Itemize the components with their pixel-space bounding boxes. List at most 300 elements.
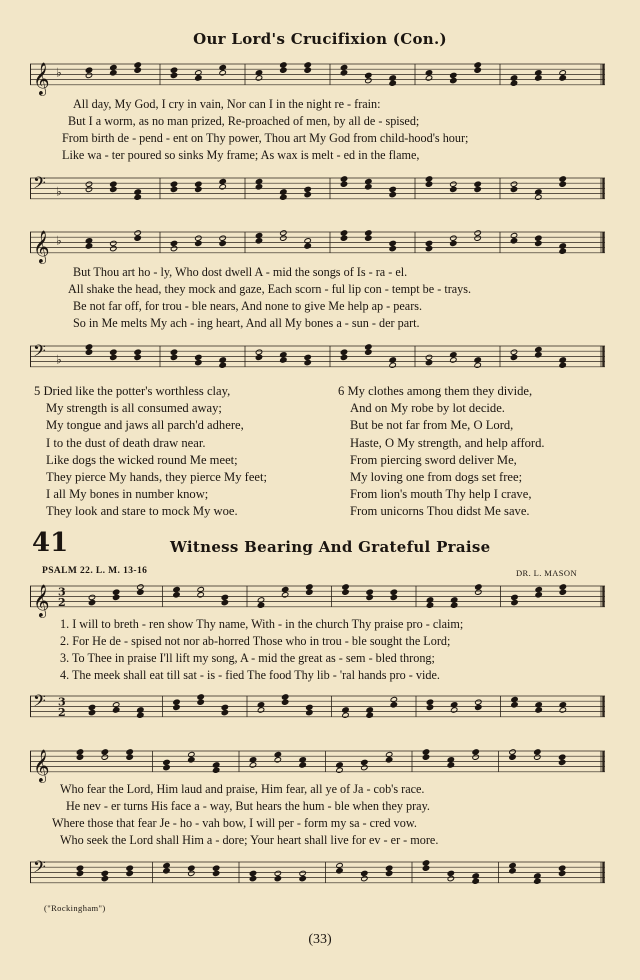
- note-head: [361, 870, 368, 876]
- note-head: [450, 240, 457, 246]
- note-head: [535, 592, 542, 598]
- note-head: [425, 75, 432, 81]
- time-signature-digit: 2: [58, 705, 66, 719]
- note-head: [110, 64, 117, 70]
- tune-name: ("Rockingham"): [44, 903, 106, 913]
- note-head: [386, 751, 393, 757]
- note-head: [474, 186, 481, 192]
- note-head: [365, 184, 372, 190]
- lyric-line: But I a worm, as no man prized, Re-proached of men, by all de - spised;: [68, 114, 420, 128]
- note-head: [88, 704, 95, 710]
- note-head: [389, 75, 396, 81]
- hymn41-system2-treble-staff: [30, 745, 605, 781]
- note-head: [535, 194, 542, 200]
- time-signature-digit: 3: [58, 695, 66, 709]
- note-head: [219, 70, 226, 76]
- treble-clef-icon: 𝄞: [33, 61, 50, 95]
- note-head: [535, 240, 542, 246]
- note-head: [306, 704, 313, 710]
- note-head: [451, 602, 458, 608]
- note-head: [535, 235, 542, 241]
- note-head: [425, 176, 432, 182]
- stanza-line: And on My robe by lot decide.: [350, 401, 505, 416]
- note-head: [559, 243, 566, 249]
- note-head: [110, 70, 117, 76]
- note-head: [126, 754, 133, 760]
- note-head: [342, 707, 349, 713]
- note-head: [195, 235, 202, 241]
- note-head: [257, 597, 264, 603]
- bass-clef-icon: 𝄢: [33, 340, 46, 365]
- note-head: [425, 359, 432, 365]
- note-head: [559, 70, 566, 76]
- note-head: [510, 349, 517, 355]
- note-head: [559, 584, 566, 590]
- note-head: [85, 349, 92, 355]
- note-head: [113, 594, 120, 600]
- lyric-line: 2. For He de - spised not nor ab-horred Those who in trou - ble sought the Lord;: [60, 634, 451, 648]
- stanza-line: From unicorns Thou didst Me save.: [350, 504, 530, 519]
- note-head: [366, 594, 373, 600]
- note-head: [340, 354, 347, 360]
- note-head: [450, 357, 457, 363]
- note-head: [559, 176, 566, 182]
- note-head: [361, 759, 368, 765]
- note-head: [450, 77, 457, 83]
- note-head: [195, 75, 202, 81]
- note-head: [101, 870, 108, 876]
- lyric-line: Who seek the Lord shall Him a - dore; Your heart shall live for ev - er - more.: [60, 833, 439, 847]
- note-head: [386, 757, 393, 763]
- note-head: [280, 230, 287, 236]
- note-head: [304, 191, 311, 197]
- note-head: [425, 70, 432, 76]
- note-head: [304, 238, 311, 244]
- note-head: [85, 344, 92, 350]
- note-head: [535, 707, 542, 713]
- note-head: [389, 80, 396, 86]
- note-head: [257, 702, 264, 708]
- stanza-line: From piercing sword deliver Me,: [350, 452, 517, 467]
- note-head: [340, 176, 347, 182]
- note-head: [163, 759, 170, 765]
- note-head: [249, 762, 256, 768]
- note-head: [137, 707, 144, 713]
- note-head: [126, 870, 133, 876]
- note-head: [474, 62, 481, 68]
- note-head: [510, 354, 517, 360]
- note-head: [510, 238, 517, 244]
- note-head: [85, 181, 92, 187]
- treble-clef-icon: 𝄞: [33, 583, 50, 617]
- stanza-line: 5 Dried like the potter's worthless clay,: [34, 384, 231, 398]
- note-head: [510, 232, 517, 238]
- note-head: [282, 586, 289, 592]
- hymn40-system2-bass-staff: [30, 340, 605, 376]
- note-head: [195, 359, 202, 365]
- note-head: [475, 589, 482, 595]
- note-head: [474, 181, 481, 187]
- stanza-line: From lion's mouth Thy help I crave,: [350, 487, 532, 502]
- note-head: [213, 865, 220, 871]
- hymn-number: 41: [32, 528, 69, 558]
- lyric-line: He nev - er turns His face a - way, But hears the hum - ble when they pray.: [66, 799, 430, 813]
- stanza-line: I all My bones in number know;: [46, 487, 209, 502]
- stanza-line: They pierce My hands, they pierce My feet;: [46, 470, 268, 485]
- stanza-line: Haste, O My strength, and help afford.: [350, 435, 545, 450]
- note-head: [559, 759, 566, 765]
- note-head: [221, 704, 228, 710]
- note-head: [559, 589, 566, 595]
- note-head: [389, 240, 396, 246]
- note-head: [195, 70, 202, 76]
- note-head: [386, 870, 393, 876]
- lyric-line: But Thou art ho - ly, Who dost dwell A - mid the songs of Is - ra - el.: [73, 265, 408, 279]
- note-head: [110, 245, 117, 251]
- note-head: [101, 749, 108, 755]
- note-head: [451, 597, 458, 603]
- note-head: [221, 709, 228, 715]
- note-head: [361, 875, 368, 881]
- flat-icon: ♭: [56, 233, 62, 248]
- staff-lines: [30, 226, 605, 262]
- lyric-line: Like wa - ter poured so sinks My frame; As wax is melt - ed in the flame,: [62, 148, 420, 162]
- note-head: [257, 602, 264, 608]
- note-head: [280, 235, 287, 241]
- note-head: [255, 75, 262, 81]
- note-head: [447, 875, 454, 881]
- note-head: [219, 362, 226, 368]
- note-head: [425, 354, 432, 360]
- note-head: [163, 764, 170, 770]
- note-head: [170, 186, 177, 192]
- note-head: [101, 875, 108, 881]
- note-head: [342, 589, 349, 595]
- note-head: [137, 712, 144, 718]
- note-head: [361, 764, 368, 770]
- note-head: [195, 240, 202, 246]
- note-head: [340, 64, 347, 70]
- note-head: [170, 240, 177, 246]
- note-head: [340, 235, 347, 241]
- note-head: [450, 186, 457, 192]
- note-head: [113, 707, 120, 713]
- note-head: [559, 865, 566, 871]
- note-head: [365, 72, 372, 78]
- note-head: [450, 352, 457, 358]
- note-head: [221, 599, 228, 605]
- note-head: [534, 878, 541, 884]
- note-head: [535, 189, 542, 195]
- note-head: [304, 243, 311, 249]
- lyric-line: All shake the head, they mock and gaze, Each scorn - ful lip con - tempt be - trays.: [68, 282, 472, 296]
- flat-icon: ♭: [56, 184, 62, 199]
- note-head: [126, 749, 133, 755]
- note-head: [510, 80, 517, 86]
- note-head: [76, 865, 83, 871]
- bass-clef-icon: 𝄢: [33, 856, 46, 881]
- note-head: [219, 240, 226, 246]
- note-head: [386, 865, 393, 871]
- note-head: [134, 189, 141, 195]
- note-head: [340, 349, 347, 355]
- page-number: (33): [308, 932, 332, 947]
- note-head: [422, 865, 429, 871]
- note-head: [535, 352, 542, 358]
- note-head: [219, 64, 226, 70]
- note-head: [282, 699, 289, 705]
- note-head: [113, 589, 120, 595]
- staff-lines: [30, 745, 605, 781]
- hymn41-title: Witness Bearing And Grateful Praise: [170, 538, 491, 556]
- note-head: [510, 186, 517, 192]
- note-head: [113, 702, 120, 708]
- bass-clef-icon: 𝄢: [33, 172, 46, 197]
- note-head: [365, 349, 372, 355]
- note-head: [426, 597, 433, 603]
- note-head: [474, 362, 481, 368]
- lyric-line: Who fear the Lord, Him laud and praise, Him fear, all ye of Ja - cob's race.: [60, 782, 425, 796]
- treble-clef-icon: 𝄞: [33, 229, 50, 263]
- note-head: [249, 875, 256, 881]
- note-head: [472, 749, 479, 755]
- time-signature-digit: 2: [58, 595, 66, 609]
- note-head: [509, 862, 516, 868]
- note-head: [475, 704, 482, 710]
- note-head: [304, 359, 311, 365]
- note-head: [170, 245, 177, 251]
- note-head: [389, 191, 396, 197]
- note-head: [474, 235, 481, 241]
- note-head: [559, 754, 566, 760]
- note-head: [475, 584, 482, 590]
- stanza-6: [338, 383, 545, 521]
- note-head: [88, 599, 95, 605]
- note-head: [255, 238, 262, 244]
- note-head: [280, 194, 287, 200]
- note-head: [450, 235, 457, 241]
- note-head: [389, 245, 396, 251]
- note-head: [195, 354, 202, 360]
- note-head: [304, 62, 311, 68]
- note-head: [85, 186, 92, 192]
- note-head: [188, 870, 195, 876]
- note-head: [137, 589, 144, 595]
- note-head: [342, 712, 349, 718]
- note-head: [274, 875, 281, 881]
- note-head: [280, 352, 287, 358]
- note-head: [390, 589, 397, 595]
- note-head: [451, 707, 458, 713]
- note-head: [255, 349, 262, 355]
- note-head: [255, 70, 262, 76]
- note-head: [559, 362, 566, 368]
- note-head: [559, 702, 566, 708]
- note-head: [282, 694, 289, 700]
- note-head: [365, 178, 372, 184]
- note-head: [510, 75, 517, 81]
- note-head: [197, 694, 204, 700]
- note-head: [213, 767, 220, 773]
- note-head: [188, 865, 195, 871]
- note-head: [509, 868, 516, 874]
- note-head: [535, 346, 542, 352]
- lyric-line: So in Me melts My ach - ing heart, And all My bones a - sun - der part.: [73, 316, 420, 330]
- note-head: [389, 357, 396, 363]
- note-head: [451, 702, 458, 708]
- note-head: [134, 235, 141, 241]
- note-head: [450, 181, 457, 187]
- stanza-line: My loving one from dogs set free;: [350, 470, 523, 485]
- hymn41-system1-treble-staff: [30, 580, 605, 616]
- note-head: [559, 870, 566, 876]
- note-head: [304, 67, 311, 73]
- hymn41-system2-bass-staff: [30, 856, 605, 892]
- note-head: [511, 594, 518, 600]
- note-head: [447, 762, 454, 768]
- note-head: [197, 586, 204, 592]
- note-head: [85, 67, 92, 73]
- note-head: [88, 709, 95, 715]
- staff-lines: [30, 58, 605, 94]
- note-head: [426, 602, 433, 608]
- lyric-line: 4. The meek shall eat till sat - is - fied The food Thy lib - 'ral hands pro - vide.: [60, 668, 440, 682]
- note-head: [365, 344, 372, 350]
- note-head: [509, 754, 516, 760]
- note-head: [249, 757, 256, 763]
- note-head: [76, 754, 83, 760]
- stanza-line: I to the dust of death draw near.: [46, 435, 206, 450]
- note-head: [472, 878, 479, 884]
- note-head: [280, 189, 287, 195]
- note-head: [110, 186, 117, 192]
- note-head: [173, 704, 180, 710]
- note-head: [389, 186, 396, 192]
- note-head: [426, 699, 433, 705]
- note-head: [472, 754, 479, 760]
- note-head: [282, 592, 289, 598]
- note-head: [304, 354, 311, 360]
- note-head: [280, 67, 287, 73]
- note-head: [219, 178, 226, 184]
- hymn41-system1-bass-staff: [30, 690, 605, 726]
- note-head: [88, 594, 95, 600]
- note-head: [257, 707, 264, 713]
- staff-lines: [30, 690, 605, 726]
- hymn40-title: Our Lord's Crucifixion (Con.): [193, 30, 447, 48]
- note-head: [340, 230, 347, 236]
- note-head: [510, 181, 517, 187]
- note-head: [101, 754, 108, 760]
- note-head: [173, 586, 180, 592]
- note-head: [559, 357, 566, 363]
- note-head: [170, 67, 177, 73]
- note-head: [173, 699, 180, 705]
- stanza-line: My strength is all consumed away;: [46, 401, 222, 416]
- note-head: [559, 181, 566, 187]
- note-head: [134, 62, 141, 68]
- note-head: [535, 702, 542, 708]
- note-head: [163, 862, 170, 868]
- note-head: [170, 354, 177, 360]
- bass-clef-icon: 𝄢: [33, 690, 46, 715]
- note-head: [213, 762, 220, 768]
- note-head: [304, 186, 311, 192]
- note-head: [195, 186, 202, 192]
- note-head: [85, 72, 92, 78]
- note-head: [342, 584, 349, 590]
- note-head: [137, 584, 144, 590]
- note-head: [255, 232, 262, 238]
- note-head: [365, 230, 372, 236]
- note-head: [447, 870, 454, 876]
- note-head: [255, 354, 262, 360]
- note-head: [390, 696, 397, 702]
- note-head: [535, 70, 542, 76]
- note-head: [336, 862, 343, 868]
- note-head: [336, 767, 343, 773]
- note-head: [170, 349, 177, 355]
- note-head: [447, 757, 454, 763]
- note-head: [197, 592, 204, 598]
- note-head: [390, 702, 397, 708]
- stanza-line: My tongue and jaws all parch'd adhere,: [46, 418, 244, 433]
- note-head: [340, 70, 347, 76]
- note-head: [274, 757, 281, 763]
- note-head: [249, 870, 256, 876]
- note-head: [389, 362, 396, 368]
- stanza-line: 6 My clothes among them they divide,: [338, 384, 533, 398]
- lyric-line: 3. To Thee in praise I'll lift my song, A - mid the great as - sem - bled throng;: [60, 651, 435, 665]
- note-head: [511, 702, 518, 708]
- note-head: [280, 357, 287, 363]
- note-head: [340, 181, 347, 187]
- note-head: [126, 865, 133, 871]
- note-head: [474, 67, 481, 73]
- note-head: [474, 230, 481, 236]
- note-head: [299, 757, 306, 763]
- hymn40-system2-treble-staff: [30, 226, 605, 262]
- note-head: [221, 594, 228, 600]
- note-head: [534, 749, 541, 755]
- note-head: [535, 75, 542, 81]
- stanza-line: Like dogs the wicked round Me meet;: [46, 452, 238, 467]
- note-head: [274, 870, 281, 876]
- note-head: [472, 873, 479, 879]
- staff-lines: [30, 172, 605, 208]
- stanza-5: [34, 383, 267, 521]
- note-head: [366, 589, 373, 595]
- note-head: [559, 75, 566, 81]
- note-head: [173, 592, 180, 598]
- note-head: [366, 707, 373, 713]
- note-head: [306, 584, 313, 590]
- staff-lines: [30, 340, 605, 376]
- flat-icon: ♭: [56, 65, 62, 80]
- note-head: [559, 248, 566, 254]
- note-head: [535, 586, 542, 592]
- note-head: [366, 712, 373, 718]
- note-head: [474, 357, 481, 363]
- note-head: [188, 757, 195, 763]
- note-head: [425, 181, 432, 187]
- note-head: [110, 181, 117, 187]
- note-head: [299, 870, 306, 876]
- note-head: [219, 357, 226, 363]
- lyric-line: Where those that fear Je - ho - vah bow, I will per - form my sa - cred vow.: [52, 816, 417, 830]
- note-head: [390, 594, 397, 600]
- note-head: [475, 699, 482, 705]
